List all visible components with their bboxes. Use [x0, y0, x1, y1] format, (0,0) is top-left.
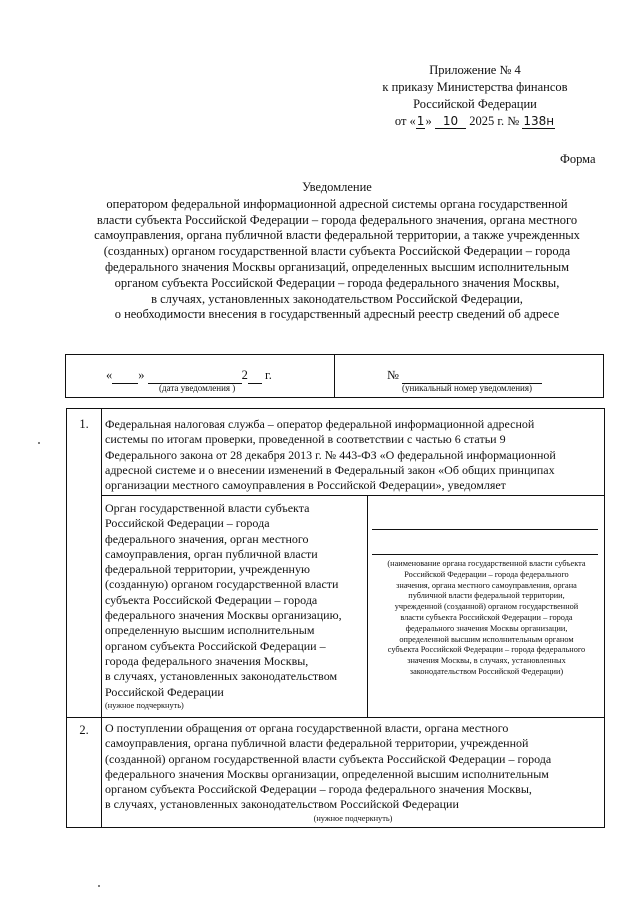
- recipient-line: органом субъекта Российской Федерации –: [105, 638, 326, 653]
- date-year-suffix: г.: [265, 368, 272, 382]
- section1-line: Федерального закона от 28 декабря 2013 г. № 443-ФЗ «О федеральной информационной: [105, 447, 556, 462]
- section1-subdivider: [101, 495, 604, 496]
- recipient-note: (нужное подчеркнуть): [105, 700, 184, 710]
- title-line: (созданных) органом государственной власти субъекта Российской Федерации – города: [103, 244, 571, 259]
- form-label: Форма: [560, 152, 596, 166]
- title-line: федерального значения Москвы организаций, определенных высшим исполнительным: [104, 259, 570, 274]
- scan-speck: [38, 442, 40, 444]
- section1-line: системы по итогам проверки, проведенной в соответствии с частью 6 статьи 9: [105, 432, 506, 447]
- number-column-divider: [101, 409, 102, 827]
- caption-line: власти субъекта Российской Федерации – города: [400, 612, 573, 622]
- appendix-header: [360, 62, 590, 130]
- recipient-line: федерального значения Москвы организацию,: [105, 608, 342, 623]
- date-open-quote: «: [106, 368, 113, 382]
- title-line: о необходимости внесения в государственный адресный реестр сведений об адресе: [114, 307, 560, 322]
- title-line: власти субъекта Российской Федерации – города федерального значения, органа местного: [96, 212, 578, 227]
- number-caption: (уникальный номер уведомления): [402, 383, 532, 393]
- title-line: органом субъекта Российской Федерации – города федерального значения Москвы,: [114, 275, 560, 290]
- section2-line: федерального значения Москвы организации, определенной высшим исполнительным: [105, 766, 549, 781]
- appendix-line2: к приказу Министерства финансов: [382, 80, 568, 94]
- appendix-date-mid: »: [425, 114, 432, 128]
- section1-text: [105, 417, 601, 493]
- title-line: самоуправления, органа публичной власти федеральной территории, а также учрежденных: [94, 228, 580, 243]
- box-divider: [334, 355, 335, 397]
- recipient-line: самоуправления, орган публичной власти: [105, 546, 318, 561]
- appendix-date-prefix: от «: [394, 114, 416, 128]
- caption-line: (наименование органа государственной власти субъекта: [387, 559, 586, 568]
- section2-line: в случаях, установленных законодательством Российской Федерации: [105, 797, 459, 812]
- caption-line: определенной высшим исполнительным органом: [399, 634, 574, 644]
- recipient-line: федеральной территории, учрежденную: [105, 562, 310, 577]
- caption-line: публичной власти федеральной территории,: [408, 591, 565, 601]
- section1-line: адресной системе и о внесении изменений в Федеральный закон «Об общих принципах: [105, 462, 555, 477]
- section2-line: самоуправления, органа публичной власти федеральной территории, учрежденной: [105, 736, 529, 751]
- date-day-blank[interactable]: [112, 368, 138, 384]
- appendix-year: 2025 г. №: [469, 114, 520, 128]
- title-line: в случаях, установленных законодательством Российской Федерации,: [151, 291, 523, 306]
- appendix-number: 138н: [523, 114, 555, 128]
- date-month-blank[interactable]: [148, 368, 242, 384]
- recipient-line: города федерального значения Москвы,: [105, 653, 309, 668]
- recipient-line: федерального значения, орган местного: [105, 531, 309, 546]
- title-heading: Уведомление: [302, 180, 372, 194]
- section1-number: 1.: [79, 417, 89, 431]
- recipient-line: субъекта Российской Федерации – города: [105, 592, 318, 607]
- appendix-month: 10: [435, 114, 466, 129]
- recipient-line: Российской Федерации – города: [105, 516, 270, 531]
- notification-table: [66, 408, 605, 828]
- recipient-line: (созданную) органом государственной власти: [105, 577, 339, 592]
- recipient-name-line[interactable]: [372, 554, 598, 555]
- section2-number: 2.: [79, 723, 89, 737]
- recipient-name-caption: [371, 559, 602, 678]
- title-line: оператором федеральной информационной адресной системы органа государственной: [106, 196, 568, 211]
- date-year-digit: 2: [241, 368, 248, 382]
- recipient-line: Орган государственной власти субъекта: [105, 501, 310, 515]
- number-blank[interactable]: [402, 368, 542, 384]
- recipient-name-line[interactable]: [372, 529, 598, 530]
- appendix-date-line: [360, 113, 590, 130]
- scan-speck: [98, 885, 100, 887]
- recipient-line: Российской Федерации: [105, 684, 224, 699]
- section2-text[interactable]: [105, 721, 601, 825]
- date-number-box: [65, 354, 604, 398]
- section1-inner-divider: [367, 495, 368, 717]
- section1-recipient-types[interactable]: [105, 501, 367, 712]
- caption-line: Российской Федерации – города федерального: [404, 569, 569, 579]
- document-title: [58, 180, 616, 323]
- section2-line: органом субъекта Российской Федерации – города федерального значения Москвы,: [105, 782, 532, 797]
- caption-line: субъекта Российской Федерации – города федерального: [387, 645, 586, 655]
- section2-line: О поступлении обращения от органа государственной власти, органа местного: [105, 721, 509, 735]
- number-field[interactable]: [387, 368, 542, 384]
- appendix-line1: Приложение № 4: [429, 63, 521, 77]
- caption-line: федерального значения Москвы организации,: [405, 623, 568, 633]
- section2-note: (нужное подчеркнуть): [313, 813, 393, 823]
- date-year-blank[interactable]: [248, 368, 262, 384]
- section1-line: Федеральная налоговая служба – оператор федеральной информационной адресной: [105, 417, 535, 431]
- caption-line: значения Москвы, в случаях, установленных: [407, 656, 566, 666]
- number-sign: №: [387, 368, 399, 382]
- section1-line: организации местного самоуправления в Российской Федерации», уведомляет: [105, 478, 506, 493]
- recipient-line: в случаях, установленных законодательством: [105, 669, 338, 684]
- date-caption: (дата уведомления ): [159, 383, 236, 393]
- caption-line: учрежденной (созданной) органом государственной: [394, 602, 579, 612]
- caption-line: значения, органа местного самоуправления, органа: [396, 580, 577, 590]
- appendix-day: 1: [416, 114, 425, 128]
- section-divider: [67, 717, 604, 718]
- date-field[interactable]: [106, 368, 272, 384]
- recipient-line: определенную высшим исполнительным: [105, 623, 315, 638]
- date-close-quote: »: [138, 368, 145, 382]
- caption-line: законодательством Российской Федерации): [409, 666, 564, 676]
- appendix-line3: Российской Федерации: [413, 97, 537, 111]
- section2-line: (созданной) органом государственной власти субъекта Российской Федерации – города: [105, 751, 552, 766]
